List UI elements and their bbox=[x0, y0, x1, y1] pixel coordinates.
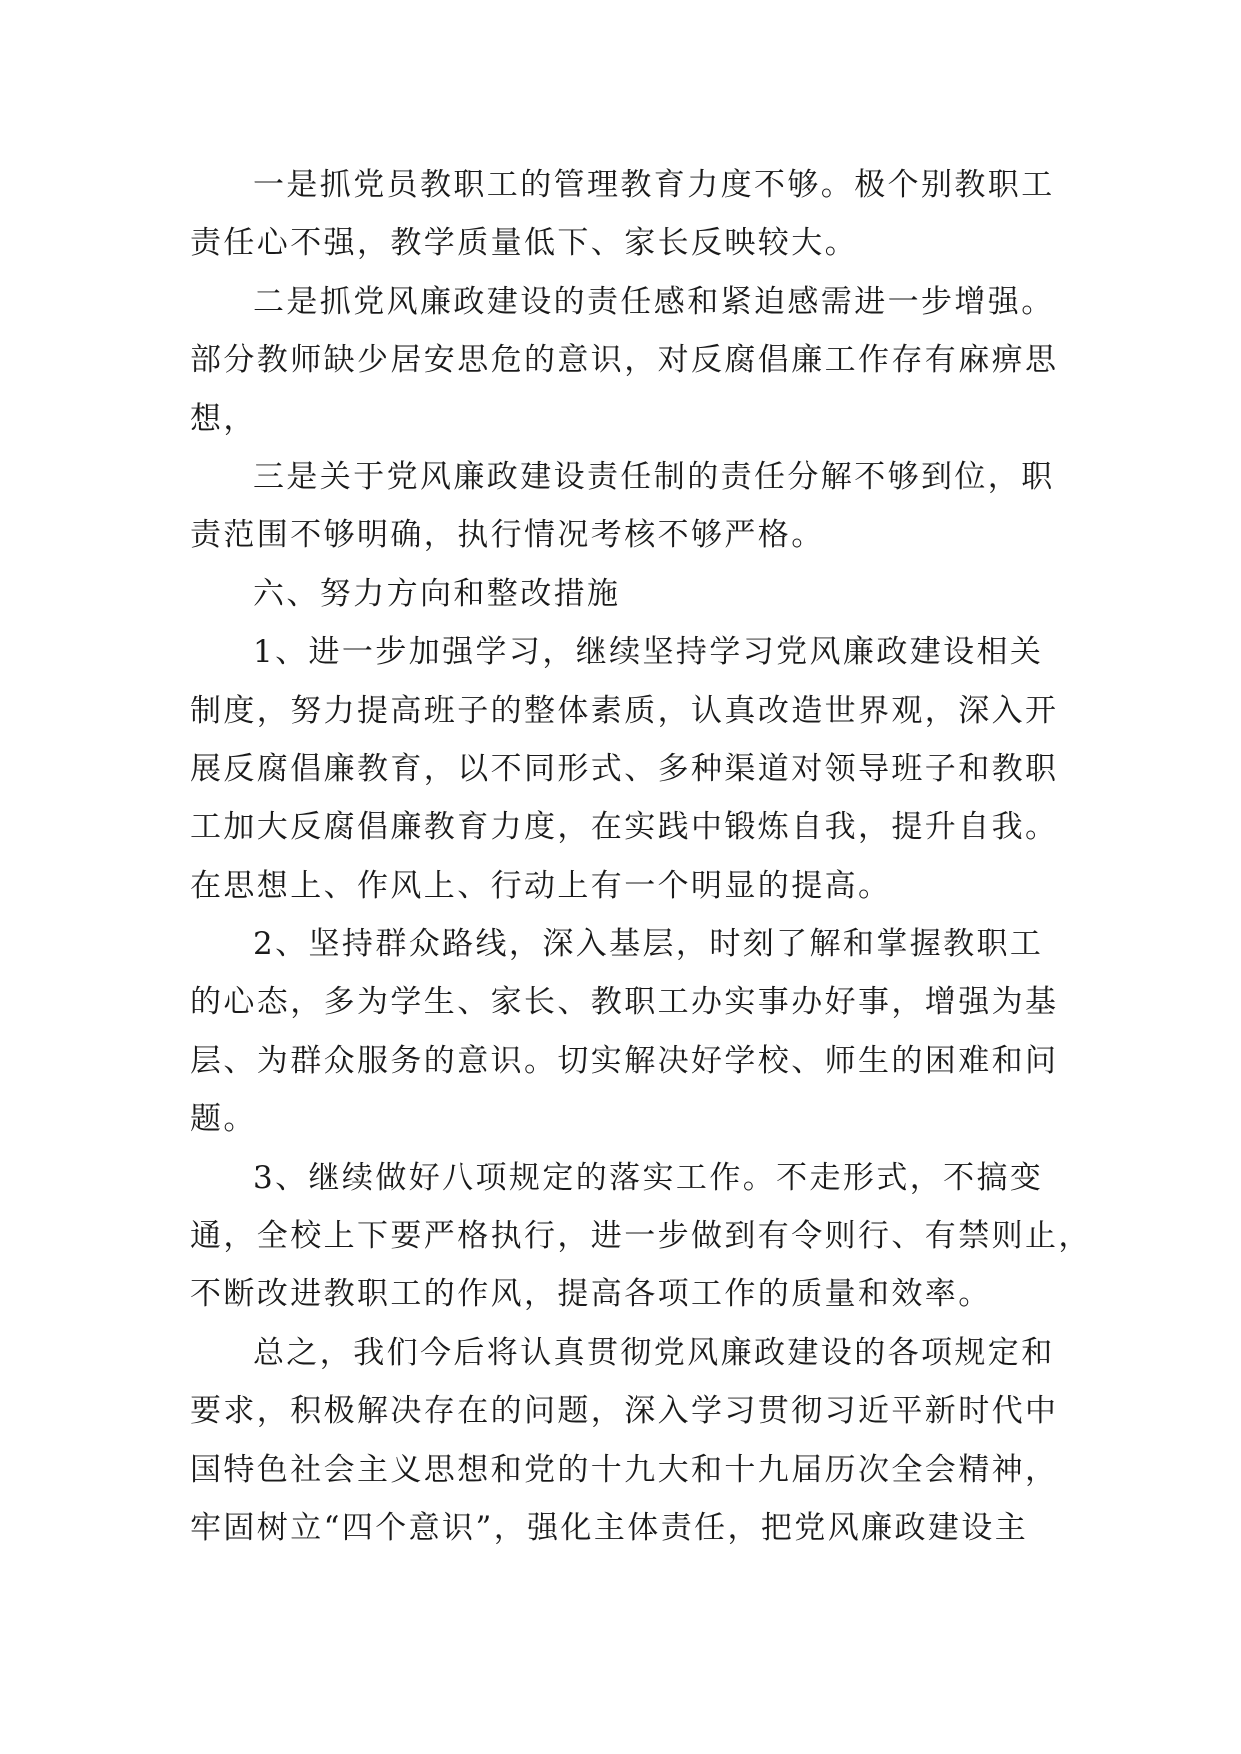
text-line: 总之，我们今后将认真贯彻党风廉政建设的各项规定和 bbox=[253, 1334, 1055, 1371]
text-line: 工加大反腐倡廉教育力度，在实践中锻炼自我，提升自我。 bbox=[190, 809, 1059, 846]
text-line: 一是抓党员教职工的管理教育力度不够。极个别教职工 bbox=[253, 167, 1055, 203]
text-line: 责范围不够明确，执行情况考核不够严格。 bbox=[190, 517, 825, 554]
paragraph-conclusion bbox=[190, 1324, 1070, 1558]
text-line: 通，全校上下要严格执行，进一步做到有令则行、有禁则止， bbox=[190, 1218, 1092, 1255]
paragraph-problem-1 bbox=[190, 156, 1070, 273]
paragraph-measure-2 bbox=[190, 915, 1070, 1149]
text-line: 不断改进教职工的作风，提高各项工作的质量和效率。 bbox=[190, 1276, 992, 1313]
text-line: 三是关于党风廉政建设责任制的责任分解不够到位，职 bbox=[253, 458, 1055, 495]
text-line: 想， bbox=[190, 400, 257, 437]
paragraph-problem-3 bbox=[190, 448, 1070, 565]
document-body bbox=[190, 156, 1092, 1557]
text-line: 在思想上、作风上、行动上有一个明显的提高。 bbox=[190, 867, 892, 904]
text-line: 责任心不强，教学质量低下、家长反映较大。 bbox=[190, 225, 858, 262]
text-line: 展反腐倡廉教育，以不同形式、多种渠道对领导班子和教职 bbox=[190, 750, 1059, 787]
text-line: 制度，努力提高班子的整体素质，认真改造世界观，深入开 bbox=[190, 692, 1059, 729]
text-line: 层、为群众服务的意识。切实解决好学校、师生的困难和问 bbox=[190, 1042, 1059, 1079]
text-line: 国特色社会主义思想和党的十九大和十九届历次全会精神， bbox=[190, 1451, 1059, 1488]
text-line: 部分教师缺少居安思危的意识，对反腐倡廉工作存有麻痹思 bbox=[190, 342, 1059, 379]
text-line: 的心态，多为学生、家长、教职工办实事办好事，增强为基 bbox=[190, 984, 1059, 1021]
paragraph-measure-3 bbox=[190, 1149, 1092, 1324]
section-heading bbox=[190, 565, 1070, 623]
text-line: 牢固树立“四个意识”，强化主体责任，把党风廉政建设主 bbox=[190, 1509, 1029, 1546]
text-line: 3、继续做好八项规定的落实工作。不走形式，不搞变 bbox=[253, 1159, 1044, 1196]
heading-text: 六、努力方向和整改措施 bbox=[253, 575, 621, 612]
paragraph-problem-2 bbox=[190, 273, 1070, 448]
paragraph-measure-1 bbox=[190, 623, 1070, 915]
text-line: 二是抓党风廉政建设的责任感和紧迫感需进一步增强。 bbox=[253, 283, 1055, 320]
text-line: 2、坚持群众路线，深入基层，时刻了解和掌握教职工 bbox=[253, 926, 1044, 963]
text-line: 1、进一步加强学习，继续坚持学习党风廉政建设相关 bbox=[253, 634, 1044, 671]
text-line: 要求，积极解决存在的问题，深入学习贯彻习近平新时代中 bbox=[190, 1393, 1059, 1430]
text-line: 题。 bbox=[190, 1101, 257, 1138]
